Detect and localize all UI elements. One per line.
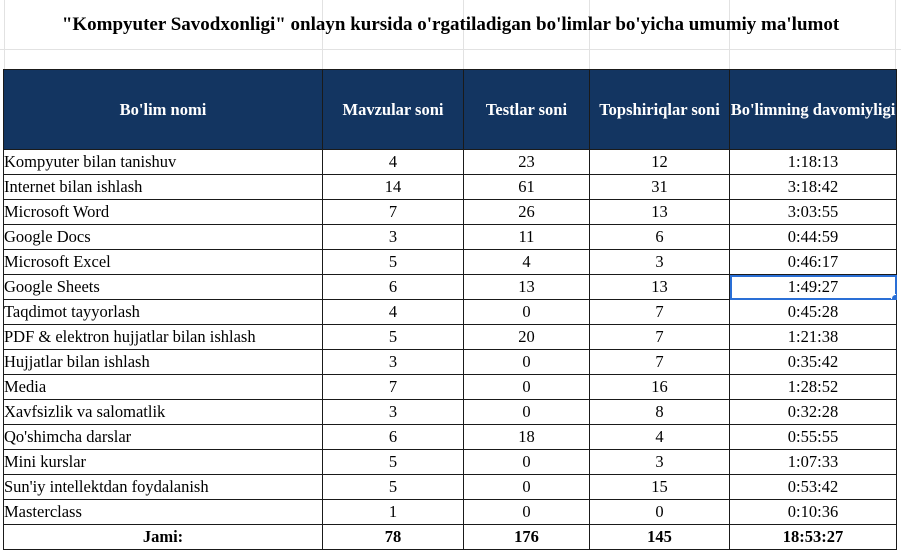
cell-duration[interactable]: 0:35:42 xyxy=(730,350,897,375)
cell-tests[interactable]: 0 xyxy=(464,375,590,400)
cell-topics[interactable]: 4 xyxy=(323,300,464,325)
cell-duration-value: 1:49:27 xyxy=(787,277,839,296)
cell-name[interactable]: Google Docs xyxy=(4,225,323,250)
cell-name[interactable]: Xavfsizlik va salomatlik xyxy=(4,400,323,425)
table-row xyxy=(4,400,897,425)
cell-name[interactable]: PDF & elektron hujjatlar bilan ishlash xyxy=(4,325,323,350)
cell-duration-selected[interactable] xyxy=(730,275,897,300)
cell-tests[interactable]: 26 xyxy=(464,200,590,225)
total-row xyxy=(4,525,897,550)
cell-tasks[interactable]: 3 xyxy=(590,450,730,475)
cell-topics[interactable]: 5 xyxy=(323,325,464,350)
cell-topics[interactable]: 6 xyxy=(323,275,464,300)
cell-duration[interactable]: 0:45:28 xyxy=(730,300,897,325)
cell-duration[interactable]: 0:55:55 xyxy=(730,425,897,450)
total-label[interactable]: Jami: xyxy=(4,525,323,550)
cell-topics[interactable]: 4 xyxy=(323,150,464,175)
cell-tests[interactable]: 0 xyxy=(464,450,590,475)
cell-tasks[interactable]: 3 xyxy=(590,250,730,275)
table-row xyxy=(4,325,897,350)
cell-name[interactable]: Sun'iy intellektdan foydalanish xyxy=(4,475,323,500)
cell-topics[interactable]: 5 xyxy=(323,475,464,500)
cell-name[interactable]: Masterclass xyxy=(4,500,323,525)
cell-tasks[interactable]: 7 xyxy=(590,300,730,325)
cell-tasks[interactable]: 6 xyxy=(590,225,730,250)
cell-topics[interactable]: 3 xyxy=(323,400,464,425)
cell-duration[interactable]: 0:53:42 xyxy=(730,475,897,500)
cell-duration[interactable]: 0:10:36 xyxy=(730,500,897,525)
cell-duration[interactable]: 0:44:59 xyxy=(730,225,897,250)
cell-tests[interactable]: 20 xyxy=(464,325,590,350)
table-row xyxy=(4,375,897,400)
cell-duration[interactable]: 1:28:52 xyxy=(730,375,897,400)
cell-tests[interactable]: 0 xyxy=(464,350,590,375)
table-row xyxy=(4,250,897,275)
cell-duration[interactable]: 1:07:33 xyxy=(730,450,897,475)
cell-duration[interactable]: 3:18:42 xyxy=(730,175,897,200)
cell-name[interactable]: Qo'shimcha darslar xyxy=(4,425,323,450)
cell-tasks[interactable]: 7 xyxy=(590,325,730,350)
table-row xyxy=(4,225,897,250)
header-tests-count[interactable]: Testlar soni xyxy=(464,70,590,150)
cell-topics[interactable]: 7 xyxy=(323,200,464,225)
cell-tasks[interactable]: 7 xyxy=(590,350,730,375)
total-tests[interactable]: 176 xyxy=(464,525,590,550)
sheet-title[interactable]: "Kompyuter Savodxonligi" onlayn kursida o'rgatiladigan bo'limlar bo'yicha umumiy ma'lumot xyxy=(61,14,840,35)
cell-tests[interactable]: 0 xyxy=(464,475,590,500)
cell-tests[interactable]: 11 xyxy=(464,225,590,250)
total-duration[interactable]: 18:53:27 xyxy=(730,525,897,550)
header-tasks-count[interactable]: Topshiriqlar soni xyxy=(590,70,730,150)
cell-topics[interactable]: 6 xyxy=(323,425,464,450)
total-tasks[interactable]: 145 xyxy=(590,525,730,550)
header-topics-count[interactable]: Mavzular soni xyxy=(323,70,464,150)
table-row xyxy=(4,175,897,200)
cell-tests[interactable]: 18 xyxy=(464,425,590,450)
cell-tests[interactable]: 4 xyxy=(464,250,590,275)
cell-tasks[interactable]: 16 xyxy=(590,375,730,400)
table-row xyxy=(4,425,897,450)
cell-tests[interactable]: 13 xyxy=(464,275,590,300)
table-row xyxy=(4,275,897,300)
cell-duration[interactable]: 0:46:17 xyxy=(730,250,897,275)
cell-tasks[interactable]: 31 xyxy=(590,175,730,200)
cell-tests[interactable]: 0 xyxy=(464,300,590,325)
cell-duration[interactable]: 3:03:55 xyxy=(730,200,897,225)
cell-tasks[interactable]: 15 xyxy=(590,475,730,500)
cell-name[interactable]: Microsoft Excel xyxy=(4,250,323,275)
data-table xyxy=(3,69,897,550)
cell-topics[interactable]: 7 xyxy=(323,375,464,400)
cell-tests[interactable]: 0 xyxy=(464,400,590,425)
cell-name[interactable]: Kompyuter bilan tanishuv xyxy=(4,150,323,175)
total-topics[interactable]: 78 xyxy=(323,525,464,550)
cell-tests[interactable]: 61 xyxy=(464,175,590,200)
cell-duration[interactable]: 0:32:28 xyxy=(730,400,897,425)
cell-tests[interactable]: 0 xyxy=(464,500,590,525)
cell-name[interactable]: Internet bilan ishlash xyxy=(4,175,323,200)
cell-duration[interactable]: 1:21:38 xyxy=(730,325,897,350)
cell-tasks[interactable]: 0 xyxy=(590,500,730,525)
cell-topics[interactable]: 3 xyxy=(323,225,464,250)
cell-topics[interactable]: 5 xyxy=(323,250,464,275)
header-duration[interactable]: Bo'limning davomiyligi xyxy=(730,70,897,150)
cell-tasks[interactable]: 12 xyxy=(590,150,730,175)
cell-name[interactable]: Taqdimot tayyorlash xyxy=(4,300,323,325)
table-row xyxy=(4,500,897,525)
table-row xyxy=(4,350,897,375)
cell-name[interactable]: Mini kurslar xyxy=(4,450,323,475)
table-row xyxy=(4,300,897,325)
cell-tasks[interactable]: 4 xyxy=(590,425,730,450)
header-row xyxy=(4,70,897,150)
cell-tasks[interactable]: 8 xyxy=(590,400,730,425)
table-row xyxy=(4,150,897,175)
cell-topics[interactable]: 3 xyxy=(323,350,464,375)
cell-name[interactable]: Google Sheets xyxy=(4,275,323,300)
cell-name[interactable]: Media xyxy=(4,375,323,400)
fill-handle[interactable] xyxy=(891,294,897,300)
cell-topics[interactable]: 5 xyxy=(323,450,464,475)
table-row xyxy=(4,200,897,225)
table-row xyxy=(4,475,897,500)
table-row xyxy=(4,450,897,475)
cell-tasks[interactable]: 13 xyxy=(590,275,730,300)
cell-tasks[interactable]: 13 xyxy=(590,200,730,225)
cell-tests[interactable]: 23 xyxy=(464,150,590,175)
cell-topics[interactable]: 1 xyxy=(323,500,464,525)
cell-name[interactable]: Hujjatlar bilan ishlash xyxy=(4,350,323,375)
cell-name[interactable]: Microsoft Word xyxy=(4,200,323,225)
cell-duration[interactable]: 1:18:13 xyxy=(730,150,897,175)
header-section-name[interactable]: Bo'lim nomi xyxy=(4,70,323,150)
cell-topics[interactable]: 14 xyxy=(323,175,464,200)
